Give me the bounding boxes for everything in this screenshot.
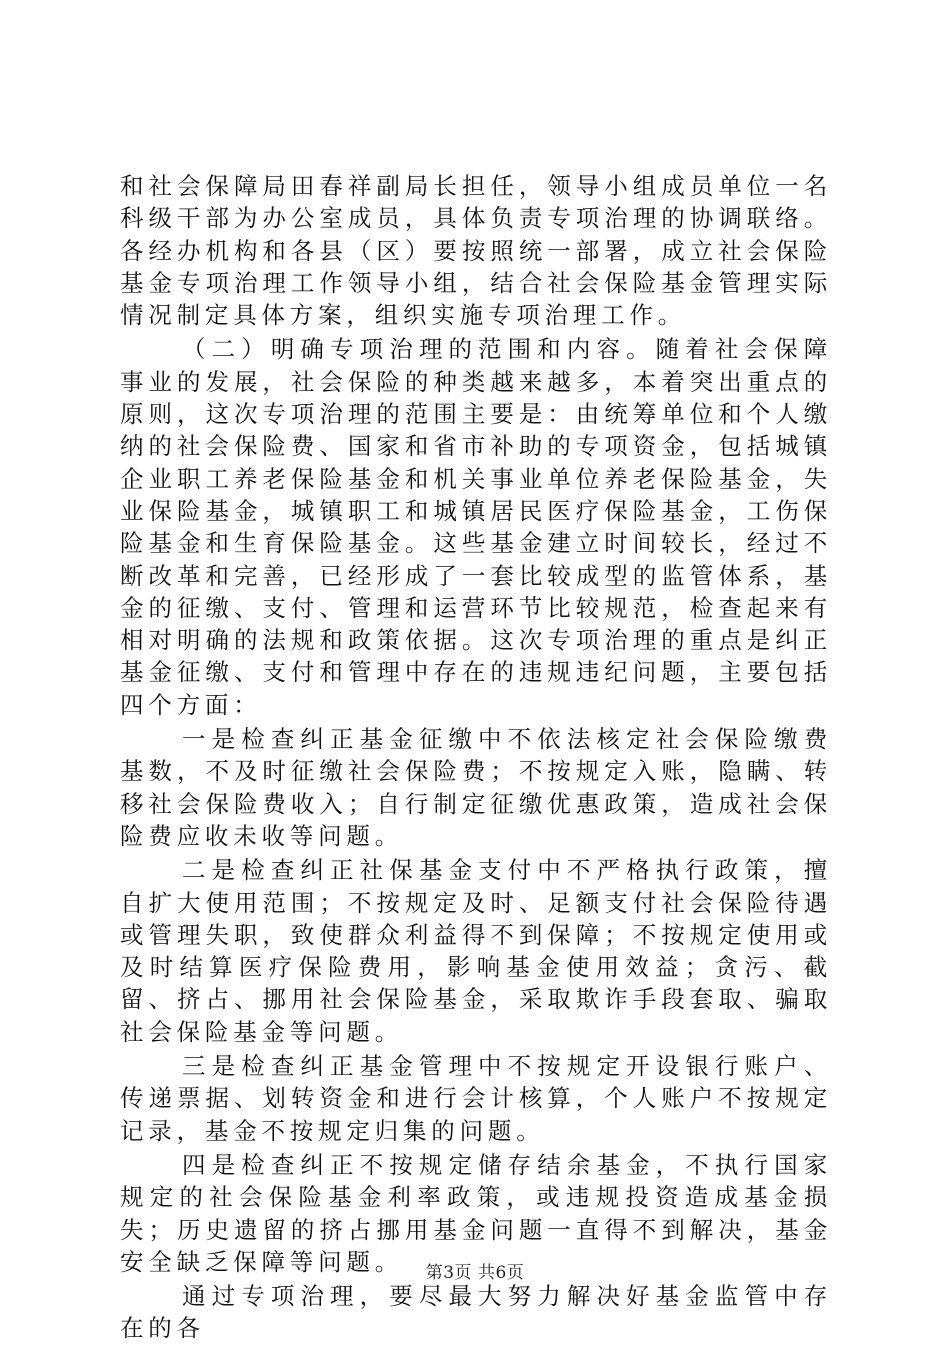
document-body (120, 170, 832, 1347)
paragraph-5: 三是检查纠正基金管理中不按规定开设银行账户、传递票据、划转资金和进行会计核算，个人账户不按规定记录，基金不按规定归集的问题。 (120, 1052, 832, 1145)
paragraph-1: 和社会保障局田春祥副局长担任，领导小组成员单位一名科级干部为办公室成员，具体负责专项治理的协调联络。各经办机构和各县（区）要按照统一部署，成立社会保险基金专项治理工作领导小组，结合社会保险基金管理实际情况制定具体方案，组织实施专项治理工作。 (120, 172, 832, 330)
paragraph-4: 二是检查纠正社保基金支付中不严格执行政策，擅自扩大使用范围；不按规定及时、足额支付社会保险待遇或管理失职，致使群众利益得不到保障；不按规定使用或及时结算医疗保险费用，影响基金使用效益；贪污、截留、挤占、挪用社会保险基金，采取欺诈手段套取、骗取社会保险基金等问题。 (120, 856, 832, 1046)
paragraph-2: （二）明确专项治理的范围和内容。随着社会保障事业的发展，社会保险的种类越来越多，本着突出重点的原则，这次专项治理的范围主要是：由统筹单位和个人缴纳的社会保险费、国家和省市补助的专项资金，包括城镇企业职工养老保险基金和机关事业单位养老保险基金，失业保险基金，城镇职工和城镇居民医疗保险基金，工伤保险基金和生育保险基金。这些基金建立时间较长，经过不断改革和完善，已经形成了一套比较成型的监管体系，基金的征缴、支付、管理和运营环节比较规范，检查起来有相对明确的法规和政策依据。这次专项治理的重点是纠正基金征缴、支付和管理中存在的违规违纪问题，主要包括四个方面： (120, 335, 832, 719)
paragraph-3: 一是检查纠正基金征缴中不依法核定社会保险缴费基数，不及时征缴社会保险费；不按规定入账，隐瞒、转移社会保险费收入；自行制定征缴优惠政策，造成社会保险费应收未收等问题。 (120, 725, 832, 850)
page-footer: 第3页 共6页 (425, 1263, 525, 1283)
paragraph-6: 四是检查纠正不按规定储存结余基金，不执行国家规定的社会保险基金利率政策，或违规投资造成基金损失；历史遗留的挤占挪用基金问题一直得不到解决，基金安全缺乏保障等问题。 (120, 1150, 832, 1276)
paragraph-7: 通过专项治理，要尽最大努力解决好基金监管中存在的各 (120, 1282, 832, 1343)
